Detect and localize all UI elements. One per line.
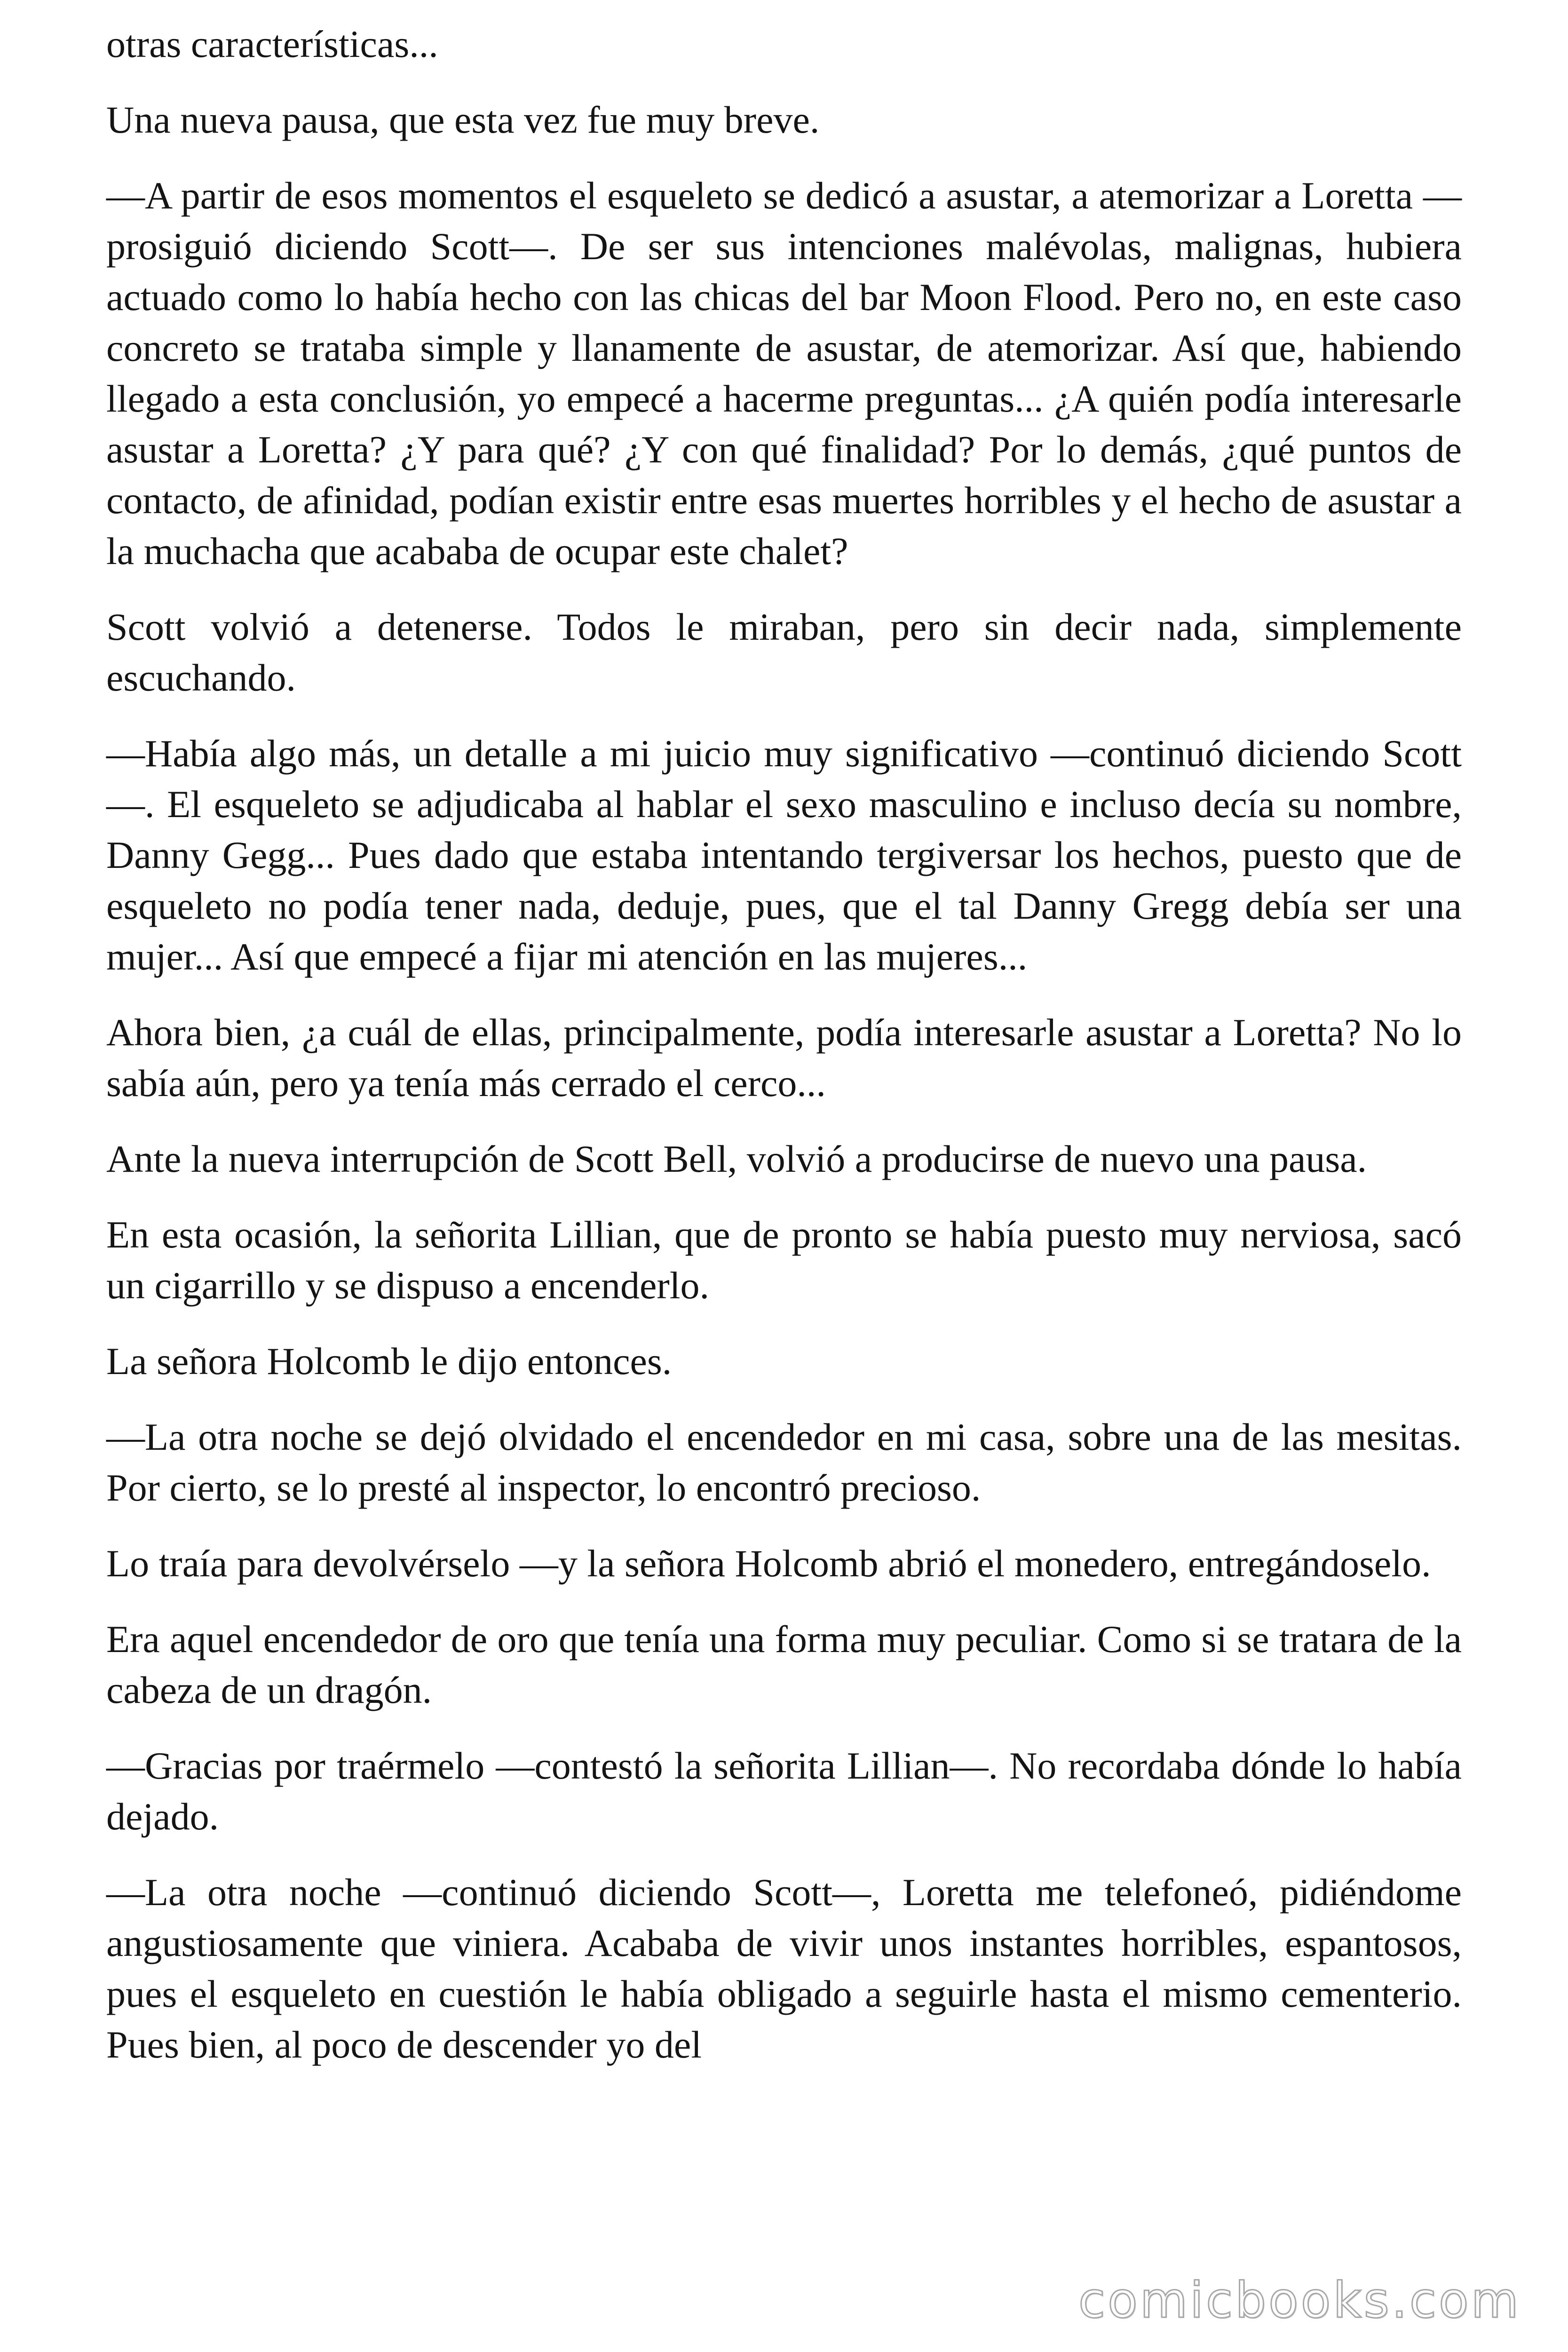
paragraph-1: otras características...: [106, 23, 438, 65]
paragraph-10: —La otra noche se dejó olvidado el encendedor en mi casa, sobre una de las mesitas. Por cierto, se lo presté al inspector, lo encontró precioso.: [106, 1415, 1462, 1509]
paragraph-7: Ante la nueva interrupción de Scott Bell, volvió a producirse de nuevo una pausa.: [106, 1137, 1367, 1180]
paragraph-3: —A partir de esos momentos el esqueleto se dedicó a asustar, a atemorizar a Loretta —prosiguió diciendo Scott—. De ser sus intenciones malévolas, malignas, hubiera actuado como lo había hecho con las chicas del bar Moon Flood. Pero no, en este caso concreto se trataba simple y llanamente de asustar, de atemorizar. Así que, habiendo llegado a esta conclusión, yo empecé a hacerme preguntas... ¿A quién podía interesarle asustar a Loretta? ¿Y para qué? ¿Y con qué finalidad? Por lo demás, ¿qué puntos de contacto, de afinidad, podían existir entre esas muertes horribles y el hecho de asustar a la muchacha que acababa de ocupar este chalet?: [106, 174, 1462, 572]
paragraph-14: —La otra noche —continuó diciendo Scott—, Loretta me telefoneó, pidiéndome angustiosamente que viniera. Acababa de vivir unos instantes horribles, espantosos, pues el esqueleto en cuestión le había obligado a seguirle hasta el mismo cementerio. Pues bien, al poco de descender yo del: [106, 1871, 1462, 2066]
watermark-logo: comicbooks.com: [1078, 2272, 1521, 2329]
paragraph-4: Scott volvió a detenerse. Todos le miraban, pero sin decir nada, simplemente escuchando.: [106, 605, 1462, 699]
paragraph-12: Era aquel encendedor de oro que tenía una forma muy peculiar. Como si se tratara de la cabeza de un dragón.: [106, 1618, 1462, 1711]
paragraph-11: Lo traía para devolvérselo —y la señora Holcomb abrió el monedero, entregándoselo.: [106, 1542, 1431, 1585]
document-page: [106, 19, 1462, 2324]
paragraph-8: En esta ocasión, la señorita Lillian, que de pronto se había puesto muy nerviosa, sacó un cigarrillo y se dispuso a encenderlo.: [106, 1213, 1462, 1307]
paragraph-9: La señora Holcomb le dijo entonces.: [106, 1340, 672, 1383]
paragraph-6: Ahora bien, ¿a cuál de ellas, principalmente, podía interesarle asustar a Loretta? No lo sabía aún, pero ya tenía más cerrado el cerco...: [106, 1011, 1462, 1104]
paragraph-13: —Gracias por traérmelo —contestó la señorita Lillian—. No recordaba dónde lo había dejado.: [106, 1744, 1462, 1838]
paragraph-2: Una nueva pausa, que esta vez fue muy breve.: [106, 98, 820, 141]
paragraph-5: —Había algo más, un detalle a mi juicio muy significativo —continuó diciendo Scott—. El esqueleto se adjudicaba al hablar el sexo masculino e incluso decía su nombre, Danny Gegg... Pues dado que estaba intentando tergiversar los hechos, puesto que de esqueleto no podía tener nada, deduje, pues, que el tal Danny Gregg debía ser una mujer... Así que empecé a fijar mi atención en las mujeres...: [106, 732, 1462, 978]
